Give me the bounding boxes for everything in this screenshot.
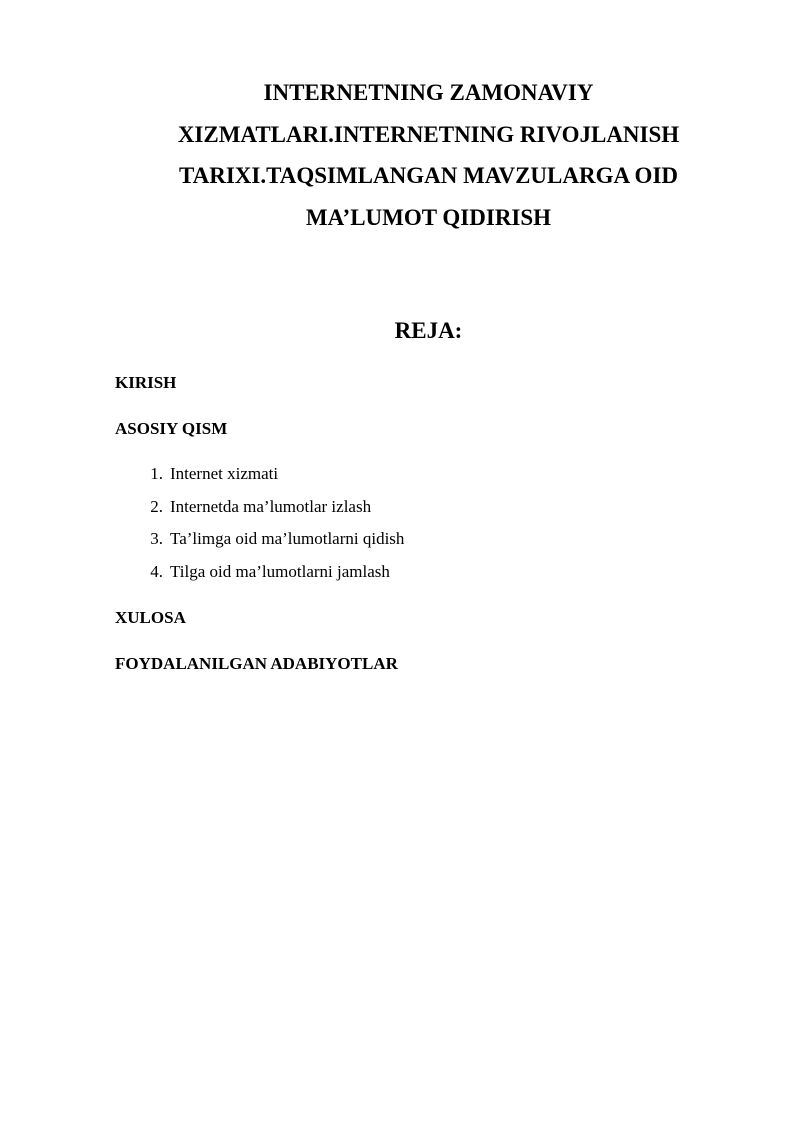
list-item-text: Internet xizmati bbox=[170, 464, 279, 483]
list-item-number: 4. bbox=[150, 561, 163, 581]
list-item-number: 3. bbox=[150, 529, 163, 548]
list-item bbox=[115, 528, 404, 561]
title-line: TARIXI.TAQSIMLANGAN MAVZULARGA OID bbox=[178, 163, 679, 188]
main-part-list bbox=[115, 463, 404, 593]
section-main-part: ASOSIY QISM bbox=[115, 419, 228, 438]
list-item-number: 1. bbox=[150, 464, 163, 483]
list-item bbox=[115, 561, 404, 594]
section-conclusion: XULOSA bbox=[115, 608, 186, 627]
list-item-number: 2. bbox=[150, 496, 163, 516]
section-references: FOYDALANILGAN ADABIYOTLAR bbox=[115, 654, 398, 673]
document-title bbox=[115, 72, 742, 238]
title-line: INTERNETNING ZAMONAVIY bbox=[263, 80, 594, 105]
section-intro: KIRISH bbox=[115, 373, 177, 392]
list-item-text: Ta’limga oid ma’lumotlarni qidish bbox=[170, 529, 405, 548]
plan-heading: REJA: bbox=[394, 318, 463, 343]
list-item-text: Tilga oid ma’lumotlarni jamlash bbox=[170, 561, 390, 581]
title-line: MA’LUMOT QIDIRISH bbox=[305, 204, 552, 230]
list-item bbox=[115, 463, 404, 496]
list-item bbox=[115, 496, 404, 529]
title-line: XIZMATLARI.INTERNETNING RIVOJLANISH bbox=[177, 121, 680, 147]
list-item-text: Internetda ma’lumotlar izlash bbox=[170, 496, 372, 516]
